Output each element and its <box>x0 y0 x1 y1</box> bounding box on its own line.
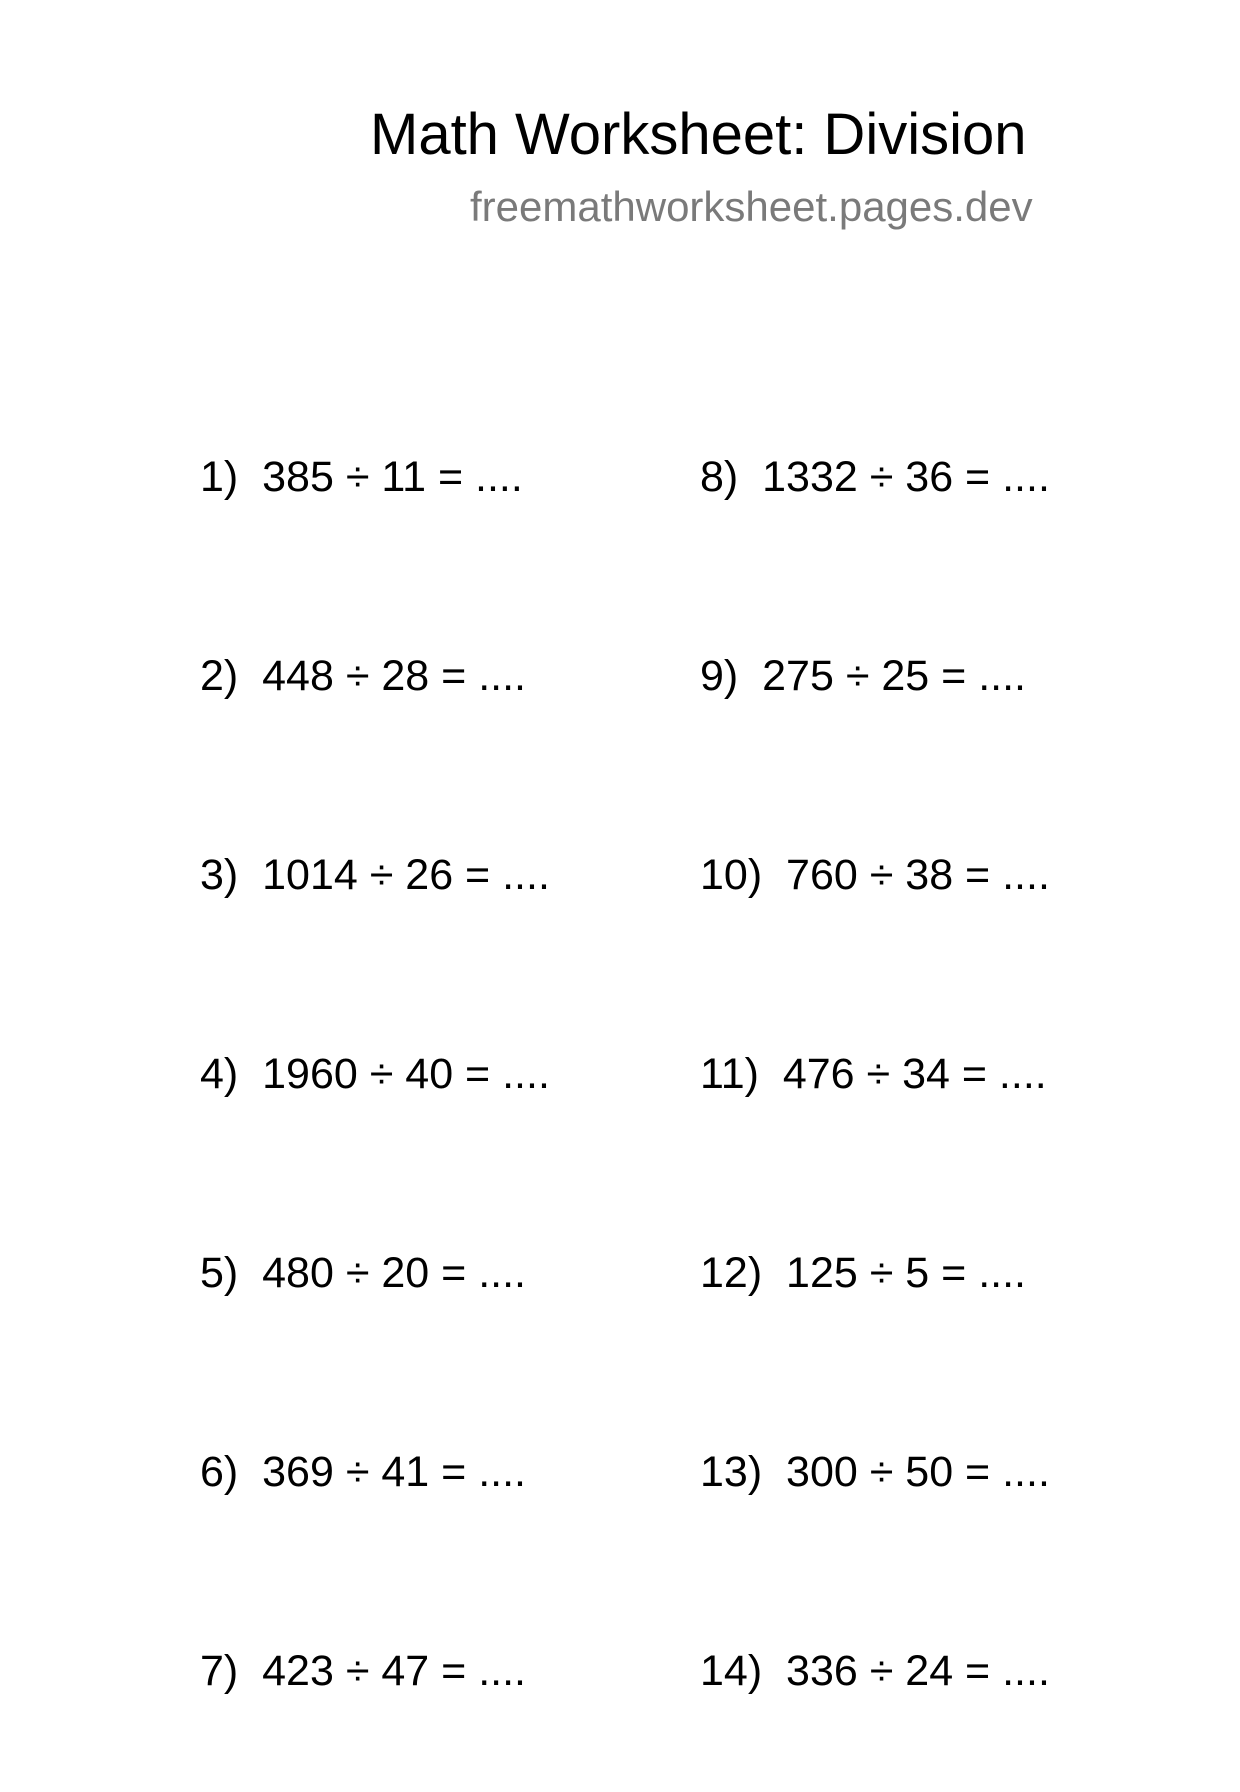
problem-9: 9) 275 ÷ 25 = .... <box>700 652 1026 700</box>
problem-12: 12) 125 ÷ 5 = .... <box>700 1249 1026 1297</box>
problem-column-right <box>700 347 1050 1792</box>
problem-14: 14) 336 ÷ 24 = .... <box>700 1647 1050 1695</box>
problem-13: 13) 300 ÷ 50 = .... <box>700 1448 1050 1496</box>
problem-10: 10) 760 ÷ 38 = .... <box>700 851 1050 899</box>
problem-7: 7) 423 ÷ 47 = .... <box>200 1647 526 1695</box>
problem-6: 6) 369 ÷ 41 = .... <box>200 1448 526 1496</box>
problem-3: 3) 1014 ÷ 26 = .... <box>200 851 550 899</box>
problem-1: 1) 385 ÷ 11 = .... <box>200 453 523 501</box>
problem-11: 11) 476 ÷ 34 = .... <box>700 1050 1047 1098</box>
problem-column-left <box>200 347 550 1792</box>
problem-4: 4) 1960 ÷ 40 = .... <box>200 1050 550 1098</box>
problem-2: 2) 448 ÷ 28 = .... <box>200 652 526 700</box>
problem-5: 5) 480 ÷ 20 = .... <box>200 1249 526 1297</box>
site-url: freemathworksheet.pages.dev <box>470 183 1033 230</box>
problem-8: 8) 1332 ÷ 36 = .... <box>700 453 1050 501</box>
page-title: Math Worksheet: Division <box>370 102 1027 167</box>
